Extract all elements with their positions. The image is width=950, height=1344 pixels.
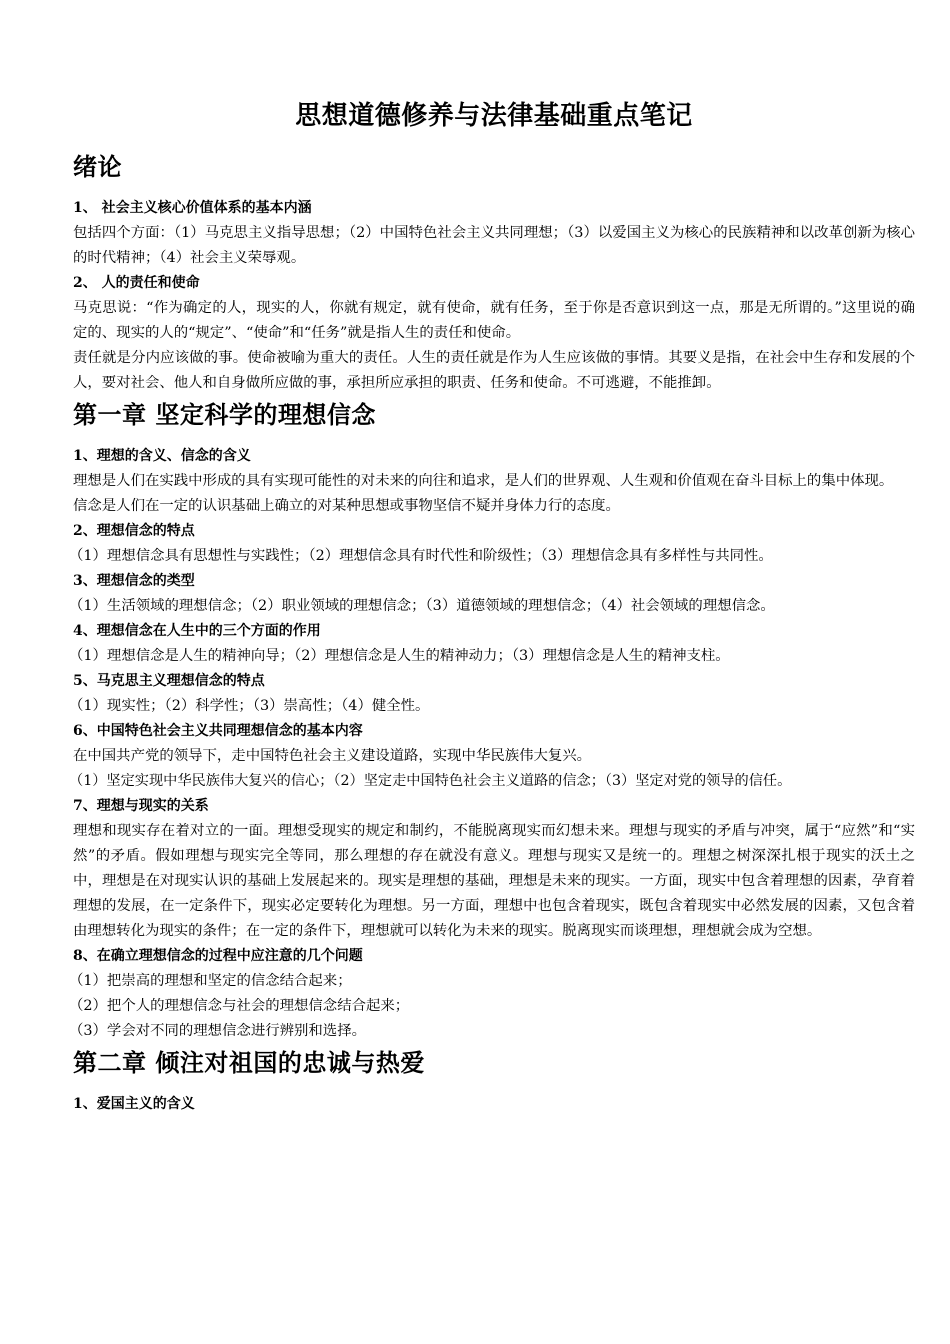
- section-heading: 7、理想与现实的关系: [73, 798, 209, 814]
- section-heading: 6、中国特色社会主义共同理想信念的基本内容: [73, 723, 363, 739]
- section-heading: 1、 社会主义核心价值体系的基本内涵: [73, 200, 312, 216]
- paragraph: （2）把个人的理想信念与社会的理想信念结合起来；: [69, 998, 410, 1014]
- paragraph: （1）生活领域的理想信念；（2）职业领域的理想信念；（3）道德领域的理想信念；（4）社会领域的理想信念。: [69, 598, 775, 614]
- section-heading: 1、理想的含义、信念的含义: [73, 448, 251, 464]
- section-heading: 2、理想信念的特点: [73, 523, 195, 539]
- paragraph: （3）学会对不同的理想信念进行辨别和选择。: [69, 1023, 366, 1039]
- section-heading: 5、马克思主义理想信念的特点: [73, 673, 265, 689]
- section-heading: 4、理想信念在人生中的三个方面的作用: [73, 623, 321, 639]
- paragraph: 责任就是分内应该做的事。使命被喻为重大的责任。人生的责任就是作为人生应该做的事情。其要义是指，在社会中生存和发展的个人，要对社会、他人和自身做所应做的事，承担所应承担的职责、任务和使命。不可逃避，不能推卸。: [73, 350, 915, 391]
- chapter-title-chapter-2: 第二章 倾注对祖国的忠诚与热爱: [73, 1048, 425, 1077]
- paragraph: 马克思说：“作为确定的人，现实的人，你就有规定，就有使命，就有任务，至于你是否意识到这一点，那是无所谓的。”这里说的确定的、现实的人的“规定”、“使命”和“任务”就是指人生的责任和使命。: [73, 300, 915, 341]
- paragraph: （1）现实性；（2）科学性；（3）崇高性；（4）健全性。: [69, 698, 430, 714]
- section-heading: 3、理想信念的类型: [73, 573, 195, 589]
- paragraph: （1）把崇高的理想和坚定的信念结合起来；: [69, 973, 352, 989]
- chapter-title-introduction: 绪论: [73, 152, 122, 181]
- document-page: [69, 0, 915, 1117]
- paragraph: 在中国共产党的领导下，走中国特色社会主义建设道路，实现中华民族伟大复兴。: [73, 748, 592, 764]
- paragraph: 包括四个方面：（1）马克思主义指导思想；（2）中国特色社会主义共同理想；（3）以爱国主义为核心的民族精神和以改革创新为核心的时代精神；（4）社会主义荣辱观。: [73, 225, 915, 266]
- document-title: 思想道德修养与法律基础重点笔记: [295, 101, 693, 131]
- paragraph: 信念是人们在一定的认识基础上确立的对某种思想或事物坚信不疑并身体力行的态度。: [73, 498, 620, 514]
- paragraph: （1）理想信念具有思想性与实践性；（2）理想信念具有时代性和阶级性；（3）理想信念具有多样性与共同性。: [69, 548, 773, 564]
- section-heading: 8、在确立理想信念的过程中应注意的几个问题: [73, 948, 363, 964]
- paragraph: 理想是人们在实践中形成的具有实现可能性的对未来的向往和追求，是人们的世界观、人生观和价值观在奋斗目标上的集中体现。: [73, 473, 894, 489]
- section-heading: 2、 人的责任和使命: [73, 275, 200, 291]
- section-heading: 1、爱国主义的含义: [73, 1096, 195, 1112]
- paragraph: （1）坚定实现中华民族伟大复兴的信心；（2）坚定走中国特色社会主义道路的信念；（3）坚定对党的领导的信任。: [69, 773, 792, 789]
- paragraph: 理想和现实存在着对立的一面。理想受现实的规定和制约，不能脱离现实而幻想未来。理想与现实的矛盾与冲突，属于“应然”和“实然”的矛盾。假如理想与现实完全等同，那么理想的存在就没有意义。理想与现实又是统一的。理想之树深深扎根于现实的沃土之中，理想是在对现实认识的基础上发展起来的。现实是理想的基础，理想是未来的现实。一方面，现实中包含着理想的因素，孕育着理想的发展，在一定条件下，现实必定要转化为理想。另一方面，理想中也包含着现实，既包含着现实中必然发展的因素，又包含着由理想转化为现实的条件；在一定的条件下，理想就可以转化为未来的现实。脱离现实而谈理想，理想就会成为空想。: [73, 823, 915, 939]
- chapter-title-chapter-1: 第一章 坚定科学的理想信念: [73, 400, 376, 429]
- paragraph: （1）理想信念是人生的精神向导；（2）理想信念是人生的精神动力；（3）理想信念是人生的精神支柱。: [69, 648, 730, 664]
